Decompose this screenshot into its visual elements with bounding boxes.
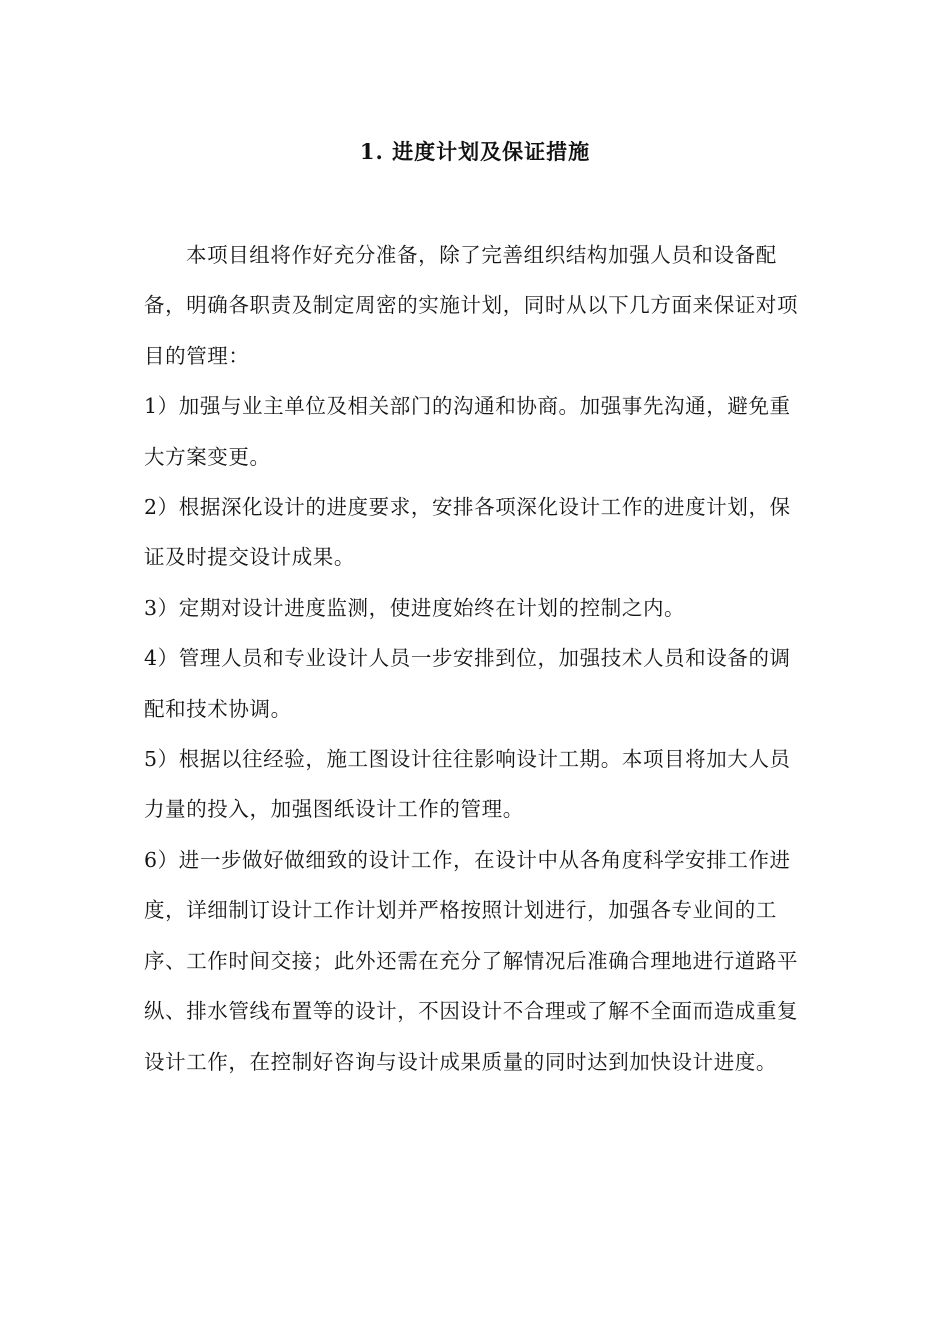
intro-paragraph: 本项目组将作好充分准备，除了完善组织结构加强人员和设备配备，明确各职责及制定周密的实施计划，同时从以下几方面来保证对项目的管理：	[144, 243, 799, 368]
section-body	[144, 230, 809, 1087]
list-item-1: 1）加强与业主单位及相关部门的沟通和协商。加强事先沟通，避免重大方案变更。	[144, 394, 791, 469]
list-item-6: 6）进一步做好做细致的设计工作，在设计中从各角度科学安排工作进度，详细制订设计工作计划并严格按照计划进行，加强各专业间的工序、工作时间交接；此外还需在充分了解情况后准确合理地进行道路平纵、排水管线布置等的设计，不因设计不合理或了解不全面而造成重复设计工作，在控制好咨询与设计成果质量的同时达到加快设计进度。	[144, 847, 799, 1074]
section-title: 1. 进度计划及保证措施	[359, 139, 591, 164]
list-item-3: 3）定期对设计进度监测，使进度始终在计划的控制之内。	[144, 595, 686, 620]
list-item-5: 5）根据以往经验，施工图设计往往影响设计工期。本项目将加大人员力量的投入，加强图纸设计工作的管理。	[144, 747, 791, 822]
list-item-4: 4）管理人员和专业设计人员一步安排到位，加强技术人员和设备的调配和技术协调。	[144, 646, 791, 721]
list-item-2: 2）根据深化设计的进度要求，安排各项深化设计工作的进度计划，保证及时提交设计成果。	[144, 495, 791, 570]
